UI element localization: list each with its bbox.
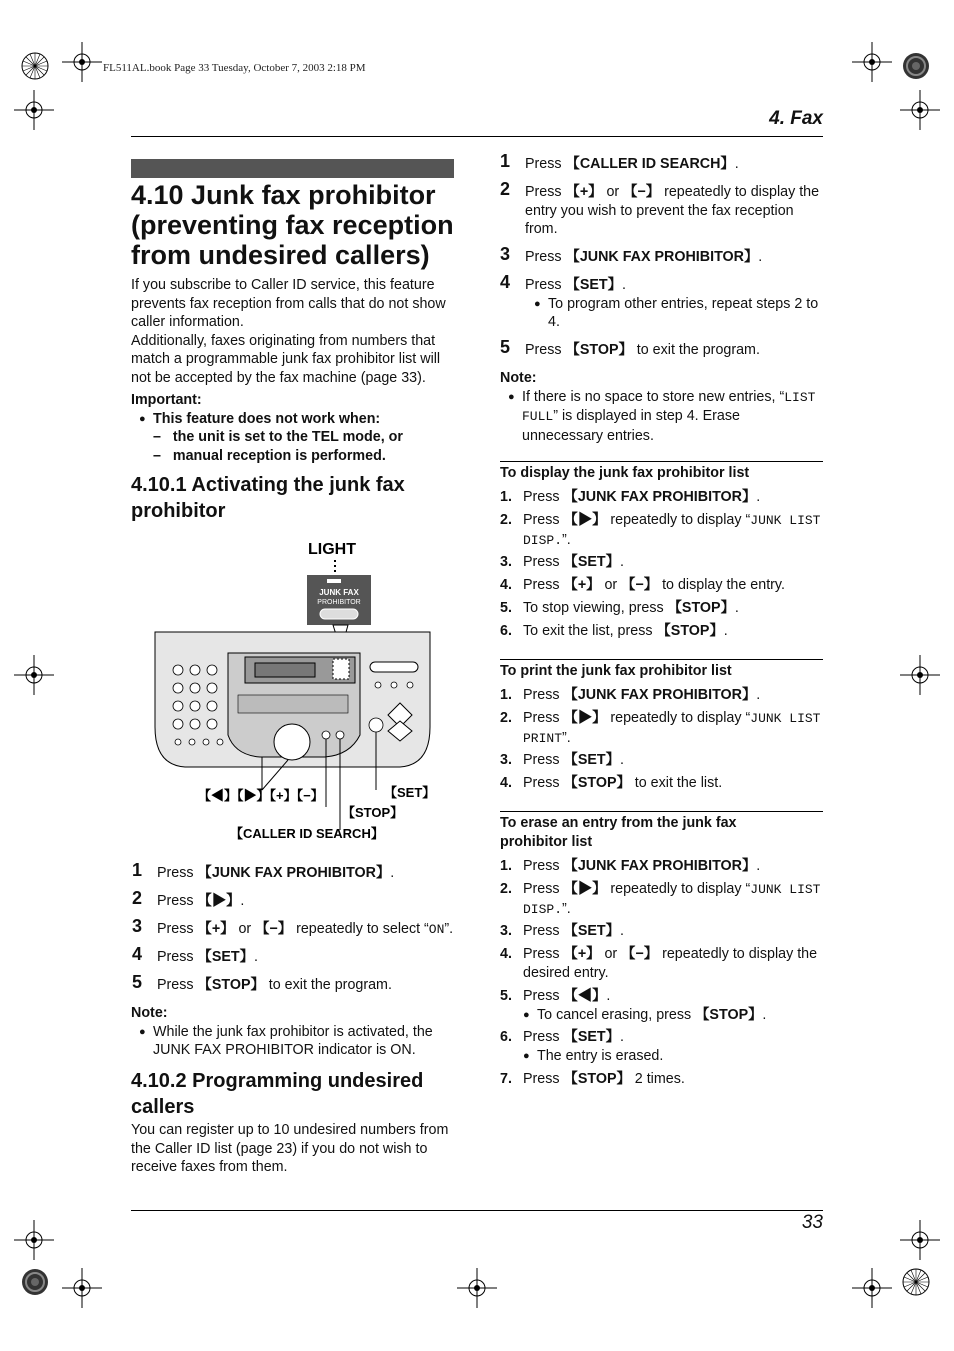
note-text: ● While the junk fax prohibitor is activated, the JUNK FAX PROHIBITOR indicator is ON. bbox=[139, 1023, 456, 1060]
step-text: ”. bbox=[444, 921, 454, 937]
key-name: 【+】 bbox=[563, 946, 601, 962]
step-bullet bbox=[523, 1006, 823, 1025]
step-text: Press bbox=[523, 752, 564, 768]
crosshair-icon bbox=[852, 42, 892, 82]
display-step-4: 4. Press 【+】 or 【−】 to display the entry. bbox=[500, 577, 785, 593]
display-step-2: 2. Press 【▶】 repeatedly to display “JUNK LIST DISP.”. bbox=[500, 512, 821, 548]
dash-text: the unit is set to the TEL mode, or bbox=[172, 429, 403, 446]
bullet-text: To cancel erasing, press bbox=[537, 1006, 696, 1023]
print-list-heading: To print the junk fax prohibitor list bbox=[500, 663, 732, 679]
step-text: Press bbox=[157, 949, 198, 965]
key-name: 【JUNK FAX PROHIBITOR】 bbox=[197, 865, 391, 881]
step-text: Press bbox=[523, 554, 564, 570]
key-name: 【JUNK FAX PROHIBITOR】 bbox=[565, 249, 759, 265]
step-text: . bbox=[756, 687, 761, 703]
step-text: Press bbox=[157, 893, 198, 909]
step-number: 3 bbox=[500, 244, 511, 264]
step-text: . bbox=[619, 923, 624, 939]
important-block bbox=[131, 391, 456, 465]
dash-text: manual reception is performed. bbox=[172, 447, 386, 464]
display-step-6: 6. To exit the list, press 【STOP】. bbox=[500, 623, 728, 639]
crosshair-icon bbox=[852, 1268, 892, 1308]
important-dash-2: – manual reception is performed. bbox=[153, 447, 386, 464]
key-name: 【SET】 bbox=[563, 1029, 620, 1045]
step-number: 3 bbox=[132, 916, 143, 936]
s2-step-3 bbox=[500, 244, 823, 267]
step-text: Press bbox=[157, 977, 198, 993]
s1-step-3 bbox=[132, 916, 457, 940]
key-name: 【−】 bbox=[621, 577, 659, 593]
key-name: 【▶】 bbox=[563, 512, 607, 528]
step-text: or bbox=[600, 946, 622, 962]
key-name: 【▶】 bbox=[563, 881, 607, 897]
registration-mark-icon bbox=[15, 1262, 55, 1302]
crosshair-icon bbox=[900, 655, 940, 695]
key-name: 【◀】 bbox=[563, 988, 607, 1004]
note-text-part: ” is displayed in step 4. Erase unnecessary entries. bbox=[522, 408, 740, 444]
key-name: 【▶】 bbox=[197, 893, 241, 909]
erase-step-2: 2. Press 【▶】 repeatedly to display “JUNK LIST DISP.”. bbox=[500, 881, 821, 917]
step-number: 4 bbox=[132, 944, 143, 964]
step-text: . bbox=[723, 623, 728, 639]
key-name: 【STOP】 bbox=[197, 977, 265, 993]
print-step-1: 1. Press 【JUNK FAX PROHIBITOR】. bbox=[500, 687, 761, 703]
s2-note bbox=[500, 369, 823, 445]
step-text: Press bbox=[523, 1029, 564, 1045]
step-text: Press bbox=[157, 865, 198, 881]
note-label: Note: bbox=[131, 1005, 168, 1021]
erase-entry-heading: To erase an entry from the junk fax prohibitor list bbox=[500, 815, 737, 850]
step-text: Press bbox=[523, 988, 564, 1004]
step-number: 5 bbox=[132, 972, 143, 992]
step-text: Press bbox=[523, 923, 564, 939]
key-name: 【CALLER ID SEARCH】 bbox=[565, 156, 735, 172]
crosshair-icon bbox=[62, 1268, 102, 1308]
step-number: 2 bbox=[132, 888, 143, 908]
crosshair-icon bbox=[900, 1220, 940, 1260]
step-text: Press bbox=[157, 921, 198, 937]
step-text: Press bbox=[525, 277, 566, 293]
key-name: 【+】 bbox=[565, 184, 603, 200]
step-text: or bbox=[600, 577, 622, 593]
step-text: repeatedly to select “ bbox=[292, 921, 429, 937]
section-heading-programming: 4.10.2 Programming undesired callers bbox=[131, 1070, 424, 1118]
page-title: 4.10 Junk fax prohibitor (preventing fax reception from undesired callers) bbox=[131, 180, 454, 270]
step-text: . bbox=[734, 156, 739, 172]
step-text: . bbox=[621, 277, 626, 293]
diagram-label-stop: 【STOP】 bbox=[342, 805, 404, 820]
key-name: 【−】 bbox=[255, 921, 293, 937]
s1-note bbox=[131, 1004, 456, 1060]
display-text: LIST FULL bbox=[522, 389, 816, 425]
crosshair-icon bbox=[62, 42, 102, 82]
key-name: 【SET】 bbox=[563, 923, 620, 939]
step-number: 2 bbox=[500, 179, 511, 199]
step-number: 1 bbox=[132, 860, 143, 880]
crosshair-icon bbox=[14, 1220, 54, 1260]
key-name: 【SET】 bbox=[563, 752, 620, 768]
step-text: . bbox=[734, 600, 739, 616]
intro bbox=[131, 276, 456, 388]
step-text: ”. bbox=[562, 729, 571, 746]
display-text: JUNK LIST PRINT bbox=[523, 711, 821, 746]
display-text: ON bbox=[428, 922, 445, 937]
registration-mark-icon bbox=[15, 46, 55, 86]
step-text: To exit the list, press bbox=[523, 623, 657, 639]
step-text: Press bbox=[523, 710, 564, 726]
diagram-label-set: 【SET】 bbox=[384, 785, 436, 800]
footer-rule bbox=[131, 1210, 823, 1211]
key-name: 【JUNK FAX PROHIBITOR】 bbox=[563, 687, 757, 703]
step-number: 5 bbox=[500, 337, 511, 357]
step-text: or bbox=[602, 184, 624, 200]
intro-paragraph-1: If you subscribe to Caller ID service, this feature prevents fax reception from calls that do not show caller information. bbox=[131, 277, 446, 331]
registration-mark-icon bbox=[896, 46, 936, 86]
key-name: 【STOP】 bbox=[667, 600, 735, 616]
file-info: FL511AL.book Page 33 Tuesday, October 7, 2003 2:18 PM bbox=[103, 62, 366, 74]
step-text: Press bbox=[525, 342, 566, 358]
step-text: . bbox=[756, 489, 761, 505]
section-heading-activating: 4.10.1 Activating the junk fax prohibitor bbox=[131, 474, 405, 522]
key-name: 【STOP】 bbox=[565, 342, 633, 358]
key-name: 【SET】 bbox=[563, 554, 620, 570]
key-name: 【−】 bbox=[621, 946, 659, 962]
display-step-1: 1. Press 【JUNK FAX PROHIBITOR】. bbox=[500, 489, 761, 505]
step-text: . bbox=[390, 865, 395, 881]
step-text: Press bbox=[523, 946, 564, 962]
registration-mark-icon bbox=[896, 1262, 936, 1302]
key-name: 【SET】 bbox=[197, 949, 254, 965]
key-name: 【JUNK FAX PROHIBITOR】 bbox=[563, 858, 757, 874]
display-list-heading: To display the junk fax prohibitor list bbox=[500, 465, 750, 481]
step-text: repeatedly to display “ bbox=[606, 881, 751, 897]
key-name: 【STOP】 bbox=[656, 623, 724, 639]
s1-step-2 bbox=[132, 888, 457, 911]
erase-step-3: 3. Press 【SET】. bbox=[500, 923, 624, 939]
divider bbox=[500, 659, 823, 660]
divider bbox=[500, 461, 823, 462]
step-bullet: ● The entry is erased. bbox=[523, 1047, 823, 1066]
intro-paragraph-2: Additionally, faxes originating from numbers that match a programmable junk fax prohibitor list will not be accepted by the fax machine (page 33). bbox=[131, 332, 441, 386]
step-text: Press bbox=[525, 184, 566, 200]
s2-step-5 bbox=[500, 337, 823, 360]
erase-step-1: 1. Press 【JUNK FAX PROHIBITOR】. bbox=[500, 858, 761, 874]
step-text: . bbox=[756, 858, 761, 874]
erase-step-6: 6. Press 【SET】. ● The entry is erased. bbox=[500, 1028, 823, 1065]
step-bullet: ● To program other entries, repeat steps 2 to 4. bbox=[534, 295, 823, 332]
step-text: 2 times. bbox=[630, 1071, 685, 1087]
header-rule bbox=[131, 136, 823, 137]
step-text: to exit the program. bbox=[264, 977, 392, 993]
erase-step-5: 5. Press 【◀】. ● To cancel erasing, press 【STOP】. bbox=[500, 987, 823, 1024]
print-step-4: 4. Press 【STOP】 to exit the list. bbox=[500, 775, 723, 791]
note-text-part: If there is no space to store new entries, “ bbox=[522, 388, 785, 405]
divider bbox=[500, 811, 823, 812]
step-text: Press bbox=[523, 1071, 564, 1087]
crosshair-icon bbox=[14, 655, 54, 695]
key-name: 【−】 bbox=[623, 184, 661, 200]
step-text: repeatedly to display “ bbox=[606, 512, 751, 528]
step-text: to exit the list. bbox=[630, 775, 723, 791]
s1-step-1 bbox=[132, 860, 457, 883]
step-text: Press bbox=[523, 577, 564, 593]
key-name: 【STOP】 bbox=[695, 1006, 763, 1023]
step-text: repeatedly to display the desired entry. bbox=[523, 946, 818, 981]
print-step-3: 3. Press 【SET】. bbox=[500, 752, 624, 768]
key-name: 【+】 bbox=[563, 577, 601, 593]
light-label: LIGHT bbox=[308, 541, 356, 558]
step-text: To stop viewing, press bbox=[523, 600, 668, 616]
step-text: Press bbox=[523, 489, 564, 505]
crosshair-icon bbox=[900, 90, 940, 130]
fax-machine-diagram bbox=[150, 535, 450, 850]
key-name: 【▶】 bbox=[563, 710, 607, 726]
header-section: 4. Fax bbox=[769, 108, 823, 129]
s1-step-5 bbox=[132, 972, 457, 995]
note-label: Note: bbox=[500, 370, 537, 386]
title-bar bbox=[131, 159, 454, 178]
step-text: . bbox=[619, 554, 624, 570]
key-label-2: PROHIBITOR bbox=[317, 599, 361, 606]
step-text: . bbox=[240, 893, 245, 909]
step-text: ”. bbox=[562, 900, 571, 917]
step-text: to display the entry. bbox=[658, 577, 785, 593]
step-text: or bbox=[234, 921, 256, 937]
key-name: 【JUNK FAX PROHIBITOR】 bbox=[563, 489, 757, 505]
s2-step-4 bbox=[500, 272, 823, 332]
key-name: 【STOP】 bbox=[563, 1071, 631, 1087]
step-text: . bbox=[619, 1029, 624, 1045]
section-2-text: You can register up to 10 undesired numbers from the Caller ID list (page 23) if you do not wish to receive faxes from them. bbox=[131, 1122, 449, 1176]
step-text: repeatedly to display the entry you wish to prevent the fax reception from. bbox=[525, 184, 820, 238]
step-text: to exit the program. bbox=[632, 342, 760, 358]
important-label: Important: bbox=[131, 392, 202, 408]
step-text: Press bbox=[523, 858, 564, 874]
display-step-3: 3. Press 【SET】. bbox=[500, 554, 624, 570]
page-number: 33 bbox=[801, 1212, 823, 1233]
crosshair-icon bbox=[14, 90, 54, 130]
erase-step-4: 4. Press 【+】 or 【−】 repeatedly to display the desired entry. bbox=[500, 946, 818, 981]
step-text: . bbox=[758, 249, 763, 265]
key-name: 【STOP】 bbox=[563, 775, 631, 791]
diagram-label-arrows: 【◀】【▶】【+】【−】 bbox=[198, 788, 324, 803]
print-step-2: 2. Press 【▶】 repeatedly to display “JUNK LIST PRINT”. bbox=[500, 710, 821, 746]
s2-step-2 bbox=[500, 179, 823, 239]
note-text bbox=[508, 388, 823, 446]
step-text: . bbox=[619, 752, 624, 768]
display-text: JUNK LIST DISP. bbox=[523, 513, 821, 548]
erase-step-7: 7. Press 【STOP】 2 times. bbox=[500, 1071, 685, 1087]
important-bullet: ● This feature does not work when: bbox=[139, 410, 456, 429]
step-text: Press bbox=[525, 156, 566, 172]
step-number: 1 bbox=[500, 151, 511, 171]
key-name: 【+】 bbox=[197, 921, 235, 937]
step-number: 4 bbox=[500, 272, 511, 292]
s1-step-4 bbox=[132, 944, 457, 967]
step-text: Press bbox=[523, 881, 564, 897]
s2-step-1 bbox=[500, 151, 823, 174]
step-text: Press bbox=[523, 687, 564, 703]
bullet-text: . bbox=[762, 1006, 767, 1023]
crosshair-icon bbox=[457, 1268, 497, 1308]
display-step-5: 5. To stop viewing, press 【STOP】. bbox=[500, 600, 739, 616]
step-text: . bbox=[606, 988, 611, 1004]
step-text: ”. bbox=[562, 531, 571, 548]
key-label-1: JUNK FAX bbox=[319, 588, 359, 597]
step-text: . bbox=[253, 949, 258, 965]
step-text: repeatedly to display “ bbox=[606, 710, 751, 726]
important-dash-1: – the unit is set to the TEL mode, or bbox=[153, 429, 403, 446]
step-text: Press bbox=[525, 249, 566, 265]
diagram-label-caller-id: 【CALLER ID SEARCH】 bbox=[230, 826, 384, 841]
step-text: Press bbox=[523, 775, 564, 791]
key-name: 【SET】 bbox=[565, 277, 622, 293]
display-text: JUNK LIST DISP. bbox=[523, 882, 821, 917]
step-text: Press bbox=[523, 512, 564, 528]
